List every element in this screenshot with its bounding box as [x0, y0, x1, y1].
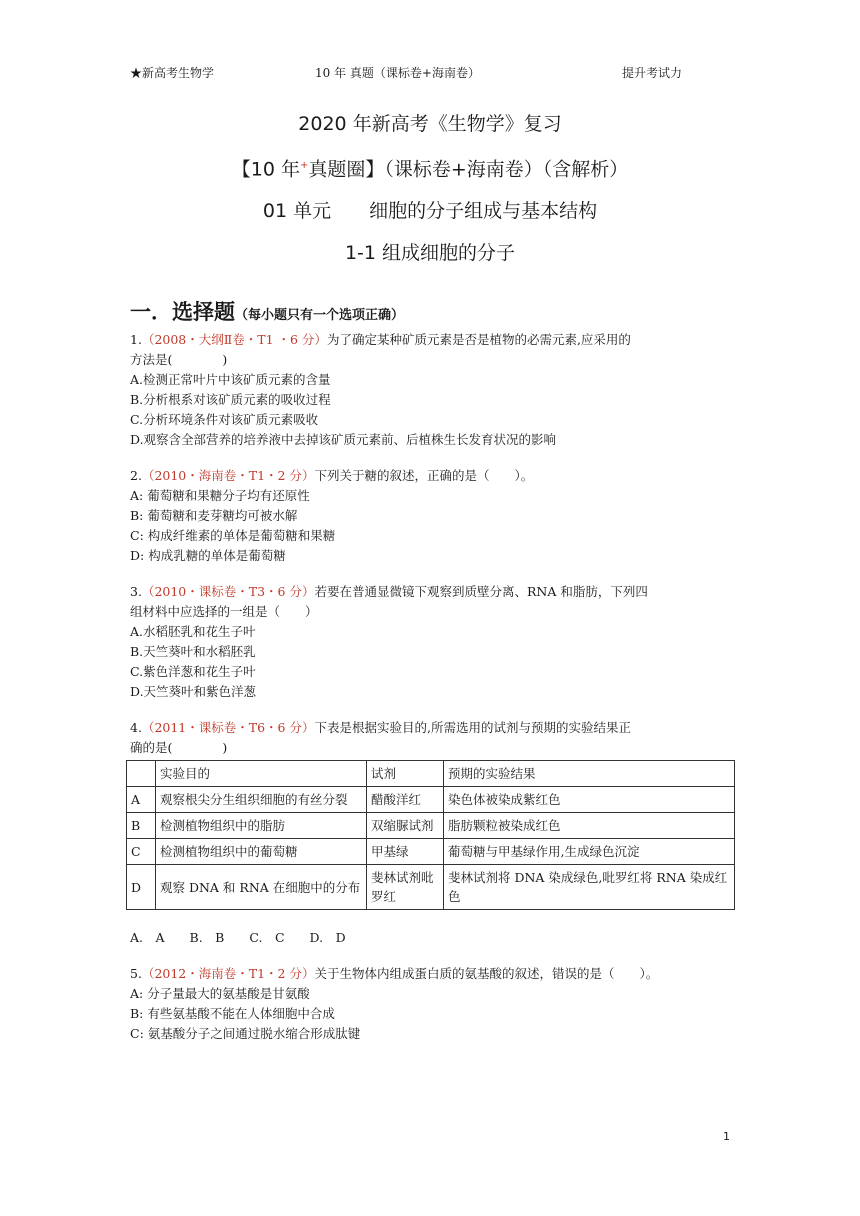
section-note: （每小题只有一个选项正确） — [235, 308, 405, 323]
section-title: 一．选择题 — [130, 300, 235, 324]
table-header-cell: 预期的实验结果 — [444, 761, 735, 787]
questions — [130, 330, 735, 1044]
table-cell: 观察 DNA 和 RNA 在细胞中的分布 — [156, 865, 367, 910]
section-heading — [130, 296, 404, 326]
question-source: （2012・海南卷・T1・2 分） — [141, 966, 315, 981]
question-3: 3.（2010・课标卷・T3・6 分）若要在普通显微镜下观察到质壁分离、RNA 和脂肪，下列四 组材料中应选择的一组是（ ） A.水稻胚乳和花生子叶 B.天竺葵叶和水稻胚乳 C.紫色洋葱和花生子叶 D.天竺葵叶和紫色洋葱 — [130, 582, 735, 702]
table-cell: B — [127, 813, 156, 839]
lesson-title: 1-1 组成细胞的分子 — [344, 242, 516, 265]
option-a: A: 葡萄糖和果糖分子均有还原性 — [130, 488, 310, 503]
question-source: （2010・海南卷・T1・2 分） — [141, 468, 315, 483]
plus-mark: + — [299, 160, 309, 171]
table-row — [127, 865, 735, 910]
option-c: C: 氨基酸分子之间通过脱水缩合形成肽键 — [130, 1026, 361, 1041]
header-center: 10 年 真题（课标卷+海南卷） — [315, 66, 480, 80]
table-cell: 脂肪颗粒被染成红色 — [444, 813, 735, 839]
option-a: A: 分子量最大的氨基酸是甘氨酸 — [130, 986, 310, 1001]
table-cell: 观察根尖分生组织细胞的有丝分裂 — [156, 787, 367, 813]
option-d: D.观察含全部营养的培养液中去掉该矿质元素前、后植株生长发育状况的影响 — [130, 432, 557, 447]
title-block — [0, 113, 860, 284]
table-cell: 醋酸洋红 — [367, 787, 444, 813]
table-header-row — [127, 761, 735, 787]
subtitle: 【10 年+真题圈】（课标卷+海南卷）（含解析） — [231, 158, 629, 181]
table-cell: 染色体被染成紫红色 — [444, 787, 735, 813]
main-title: 2020 年新高考《生物学》复习 — [298, 113, 562, 135]
question-stem: 关于生物体内组成蛋白质的氨基酸的叙述，错误的是（ ）。 — [314, 966, 659, 981]
option-a: A.检测正常叶片中该矿质元素的含量 — [130, 372, 331, 387]
option-c: C.分析环境条件对该矿质元素吸收 — [130, 412, 319, 427]
question-4: 4.（2011・课标卷・T6・6 分）下表是根据实验目的,所需选用的试剂与预期的实验结果正 确的是( ) 实验目的 试剂 预期的实验结果 A 观察根尖分生组织细胞的有丝分裂 醋酸洋红 染色体被染成紫红色 B 检测植物组织中的脂肪 双缩脲试剂 脂肪颗粒被染成红色 C 检测植物组织中的葡萄糖 甲基绿 葡萄糖与甲基绿作用,生成绿色沉淀 D 观察 DNA 和 RNA 在细胞中的分布 斐林试剂吡罗红 斐林试剂将 DNA 染成绿色,吡罗红将 RNA 染成红色 A. A B. B C. C D. D — [130, 718, 735, 948]
option-b: B: 葡萄糖和麦芽糖均可被水解 — [130, 508, 298, 523]
option-a: A.水稻胚乳和花生子叶 — [130, 624, 256, 639]
table-row — [127, 787, 735, 813]
question-source: （2010・课标卷・T3・6 分） — [141, 584, 315, 599]
answer-options: A. A B. B C. C D. D — [130, 930, 346, 945]
question-1: 1.（2008・大纲Ⅱ卷・T1 ・6 分）为了确定某种矿质元素是否是植物的必需元素,应采用的 方法是( ) A.检测正常叶片中该矿质元素的含量 B.分析根系对该矿质元素的吸收过程 C.分析环境条件对该矿质元素吸收 D.观察含全部营养的培养液中去掉该矿质元素前、后植株生长发育状况的影响 — [130, 330, 735, 450]
option-c: C.紫色洋葱和花生子叶 — [130, 664, 256, 679]
option-d: D: 构成乳糖的单体是葡萄糖 — [130, 548, 286, 563]
table-row — [127, 813, 735, 839]
table-cell: 检测植物组织中的葡萄糖 — [156, 839, 367, 865]
question-stem: 下列关于糖的叙述，正确的是（ ）。 — [314, 468, 534, 483]
experiment-table — [126, 760, 735, 910]
table-cell: D — [127, 865, 156, 910]
option-b: B: 有些氨基酸不能在人体细胞中合成 — [130, 1006, 335, 1021]
question-source: （2008・大纲Ⅱ卷・T1 ・6 分） — [141, 332, 327, 347]
header-left: ★新高考生物学 — [130, 66, 215, 80]
table-cell: 检测植物组织中的脂肪 — [156, 813, 367, 839]
table-header-cell: 试剂 — [367, 761, 444, 787]
question-stem: 下表是根据实验目的,所需选用的试剂与预期的实验结果正 — [314, 720, 631, 735]
option-b: B.天竺葵叶和水稻胚乳 — [130, 644, 256, 659]
table-row — [127, 839, 735, 865]
table-cell: 甲基绿 — [367, 839, 444, 865]
table-cell: 斐林试剂吡罗红 — [367, 865, 444, 910]
table-header-cell: 实验目的 — [156, 761, 367, 787]
table-header-cell — [127, 761, 156, 787]
table-cell: 斐林试剂将 DNA 染成绿色,吡罗红将 RNA 染成红色 — [444, 865, 735, 910]
question-2: 2.（2010・海南卷・T1・2 分）下列关于糖的叙述，正确的是（ ）。 A: 葡萄糖和果糖分子均有还原性 B: 葡萄糖和麦芽糖均可被水解 C: 构成纤维素的单体是葡萄糖和果糖 D: 构成乳糖的单体是葡萄糖 — [130, 466, 735, 566]
option-d: D.天竺葵叶和紫色洋葱 — [130, 684, 257, 699]
table-cell: 葡萄糖与甲基绿作用,生成绿色沉淀 — [444, 839, 735, 865]
table-cell: A — [127, 787, 156, 813]
page-number: 1 — [723, 1130, 730, 1143]
option-c: C: 构成纤维素的单体是葡萄糖和果糖 — [130, 528, 336, 543]
unit-title: 01 单元 细胞的分子组成与基本结构 — [262, 200, 598, 223]
question-stem: 为了确定某种矿质元素是否是植物的必需元素,应采用的 — [326, 332, 631, 347]
question-5: 5.（2012・海南卷・T1・2 分）关于生物体内组成蛋白质的氨基酸的叙述，错误的是（ ）。 A: 分子量最大的氨基酸是甘氨酸 B: 有些氨基酸不能在人体细胞中合成 C: 氨基酸分子之间通过脱水缩合形成肽键 — [130, 964, 735, 1044]
question-source: （2011・课标卷・T6・6 分） — [141, 720, 315, 735]
question-stem: 若要在普通显微镜下观察到质壁分离、RNA 和脂肪，下列四 — [314, 584, 648, 599]
page-header — [130, 64, 730, 82]
option-b: B.分析根系对该矿质元素的吸收过程 — [130, 392, 331, 407]
header-right: 提升考试力 — [622, 66, 683, 80]
table-cell: C — [127, 839, 156, 865]
table-cell: 双缩脲试剂 — [367, 813, 444, 839]
